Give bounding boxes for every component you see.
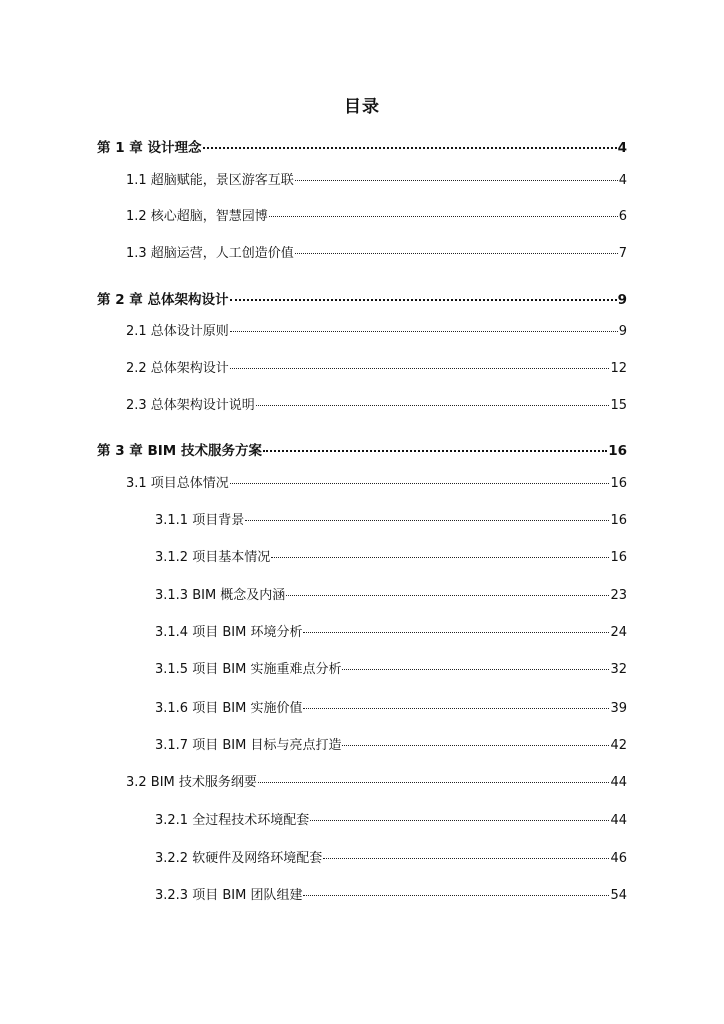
toc-entry-page: 16 — [610, 550, 627, 565]
toc-entry-3-1-4[interactable] — [155, 621, 627, 640]
toc-entry-page: 9 — [617, 292, 627, 308]
toc-entry-page: 15 — [610, 398, 627, 413]
dot-leader — [230, 331, 618, 332]
dot-leader — [303, 708, 609, 709]
toc-entry-page: 16 — [608, 443, 627, 459]
toc-entry-label: 3.1.4 项目 BIM 环境分析 — [155, 625, 303, 640]
dot-leader — [269, 216, 618, 217]
dot-leader — [303, 632, 609, 633]
toc-entry-3-2-3[interactable] — [155, 884, 627, 903]
dot-leader — [342, 669, 609, 670]
toc-title: 目录 — [344, 97, 380, 117]
toc-entry-3-1-3[interactable] — [155, 584, 627, 603]
toc-entry-label: 第 1 章 设计理念 — [97, 140, 202, 156]
toc-entry-3-2-2[interactable] — [155, 847, 627, 866]
toc-entry-label: 3.1.6 项目 BIM 实施价值 — [155, 701, 303, 716]
toc-entry-page: 23 — [610, 588, 627, 603]
dot-leader — [271, 557, 609, 558]
toc-entry-page: 16 — [610, 476, 627, 491]
toc-entry-label: 2.2 总体架构设计 — [126, 361, 229, 376]
toc-entry-2-2[interactable] — [126, 357, 627, 376]
toc-entry-3-1-6[interactable] — [155, 697, 627, 716]
toc-entry-label: 第 2 章 总体架构设计 — [97, 292, 229, 308]
toc-entry-3-2-1[interactable] — [155, 809, 627, 828]
toc-entry-page: 24 — [610, 625, 627, 640]
toc-entry-label: 3.1.5 项目 BIM 实施重难点分析 — [155, 662, 342, 677]
dot-leader — [295, 253, 618, 254]
toc-entry-page: 7 — [618, 246, 627, 261]
toc-entry-page: 46 — [610, 851, 627, 866]
toc-entry-label: 1.1 超脑赋能，景区游客互联 — [126, 173, 294, 188]
toc-entry-3-2[interactable] — [126, 771, 627, 790]
toc-entry-page: 12 — [610, 361, 627, 376]
toc-entry-chapter-2[interactable] — [97, 288, 627, 308]
dot-leader — [323, 858, 609, 859]
toc-entry-1-3[interactable] — [126, 242, 627, 261]
toc-entry-label: 第 3 章 BIM 技术服务方案 — [97, 443, 262, 459]
toc-entry-2-1[interactable] — [126, 320, 627, 339]
toc-entry-chapter-3[interactable] — [97, 439, 627, 459]
toc-entry-page: 32 — [610, 662, 627, 677]
toc-entry-3-1[interactable] — [126, 472, 627, 491]
dot-leader — [342, 745, 609, 746]
toc-entry-label: 1.3 超脑运营，人工创造价值 — [126, 246, 294, 261]
toc-entry-label: 3.2.1 全过程技术环境配套 — [155, 813, 310, 828]
dot-leader — [310, 820, 609, 821]
dot-leader — [258, 782, 610, 783]
toc-entry-3-1-5[interactable] — [155, 658, 627, 677]
toc-entry-page: 39 — [610, 701, 627, 716]
toc-entry-label: 3.1 项目总体情况 — [126, 476, 229, 491]
toc-entry-label: 3.1.1 项目背景 — [155, 513, 245, 528]
dot-leader — [295, 180, 618, 181]
toc-entry-page: 54 — [610, 888, 627, 903]
toc-entry-page: 44 — [610, 775, 627, 790]
toc-entry-2-3[interactable] — [126, 394, 627, 413]
dot-leader — [230, 483, 610, 484]
dot-leader — [230, 368, 610, 369]
toc-entry-page: 16 — [610, 513, 627, 528]
toc-entry-label: 3.1.2 项目基本情况 — [155, 550, 271, 565]
toc-entry-page: 4 — [618, 173, 627, 188]
toc-entry-3-1-7[interactable] — [155, 734, 627, 753]
dot-leader — [230, 299, 617, 301]
toc-entry-label: 3.2.2 软硬件及网络环境配套 — [155, 851, 323, 866]
toc-entry-3-1-2[interactable] — [155, 546, 627, 565]
toc-entry-label: 2.1 总体设计原则 — [126, 324, 229, 339]
toc-entry-label: 3.2 BIM 技术服务纲要 — [126, 775, 257, 790]
toc-entry-chapter-1[interactable] — [97, 136, 627, 156]
dot-leader — [286, 595, 609, 596]
dot-leader — [256, 405, 610, 406]
toc-entry-page: 44 — [610, 813, 627, 828]
dot-leader — [245, 520, 609, 521]
toc-entry-page: 9 — [618, 324, 627, 339]
toc-entry-1-2[interactable] — [126, 205, 627, 224]
toc-entry-page: 42 — [610, 738, 627, 753]
toc-entry-label: 3.1.3 BIM 概念及内涵 — [155, 588, 286, 603]
dot-leader — [203, 147, 617, 149]
toc-entry-label: 3.1.7 项目 BIM 目标与亮点打造 — [155, 738, 342, 753]
toc-entry-3-1-1[interactable] — [155, 509, 627, 528]
dot-leader — [303, 895, 609, 896]
toc-entry-label: 2.3 总体架构设计说明 — [126, 398, 255, 413]
toc-entry-page: 4 — [617, 140, 627, 156]
toc-entry-label: 1.2 核心超脑，智慧园博 — [126, 209, 268, 224]
toc-entry-1-1[interactable] — [126, 169, 627, 188]
toc-entry-label: 3.2.3 项目 BIM 团队组建 — [155, 888, 303, 903]
toc-entry-page: 6 — [618, 209, 627, 224]
dot-leader — [263, 450, 607, 452]
